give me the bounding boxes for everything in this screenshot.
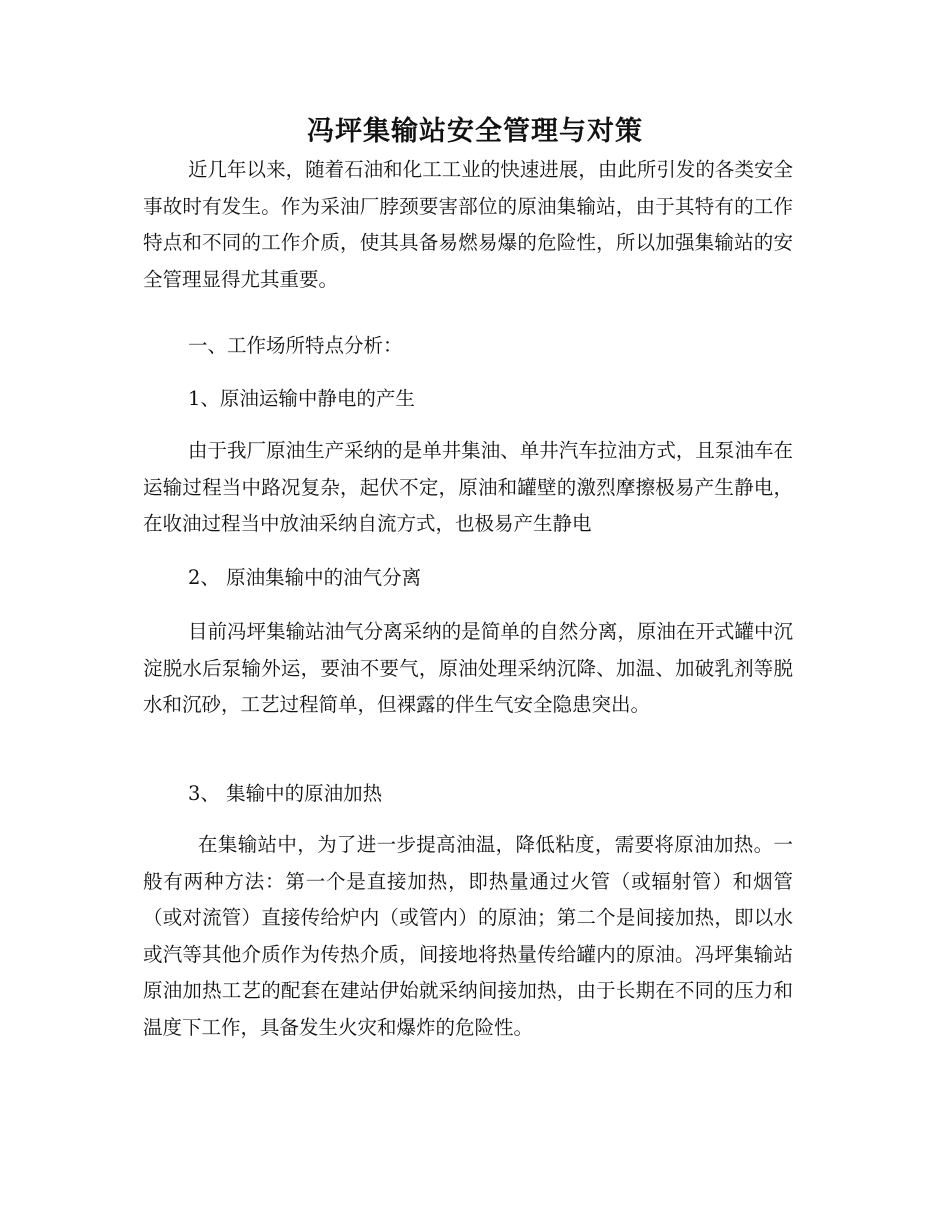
- page-title: 冯坪集输站安全管理与对策: [307, 116, 643, 147]
- paragraph-oil-gas-separation: 目前冯坪集输站油气分离采纳的是简单的自然分离，原油在开式罐中沉淀脱水后泵输外运，要油不要气，原油处理采纳沉降、加温、加破乳剂等脱水和沉砂，工艺过程简单，但裸露的伴生气安全隐患突出。: [143, 620, 793, 716]
- paragraph-static-electricity: 由于我厂原油生产采纳的是单井集油、单井汽车拉油方式，且泵油车在运输过程当中路况复杂，起伏不定，原油和罐壁的激烈摩擦极易产生静电，在收油过程当中放油采纳自流方式，也极易产生静电: [143, 439, 793, 535]
- intro-paragraph: 近几年以来，随着石油和化工工业的快速进展，由此所引发的各类安全事故时有发生。作为采油厂脖颈要害部位的原油集输站，由于其特有的工作特点和不同的工作介质，使其具备易燃易爆的危险性，所以加强集输站的安全管理显得尤其重要。: [143, 158, 793, 291]
- subsection-heading-2: 2、 原油集输中的油气分离: [188, 566, 422, 589]
- subsection-heading-1: 1、原油运输中静电的产生: [188, 387, 415, 410]
- section-heading-1: 一、工作场所特点分析：: [188, 334, 403, 357]
- subsection-heading-3: 3、 集输中的原油加热: [188, 782, 383, 805]
- paragraph-crude-oil-heating: 在集输站中，为了进一步提高油温，降低粘度，需要将原油加热。一般有两种方法：第一个是直接加热，即热量通过火管（或辐射管）和烟管（或对流管）直接传给炉内（或管内）的原油；第二个是间接加热，即以水或汽等其他介质作为传热介质，间接地将热量传给罐内的原油。冯坪集输站原油加热工艺的配套在建站伊始就采纳间接加热，由于长期在不同的压力和温度下工作，具备发生火灾和爆炸的危险性。: [143, 833, 793, 1039]
